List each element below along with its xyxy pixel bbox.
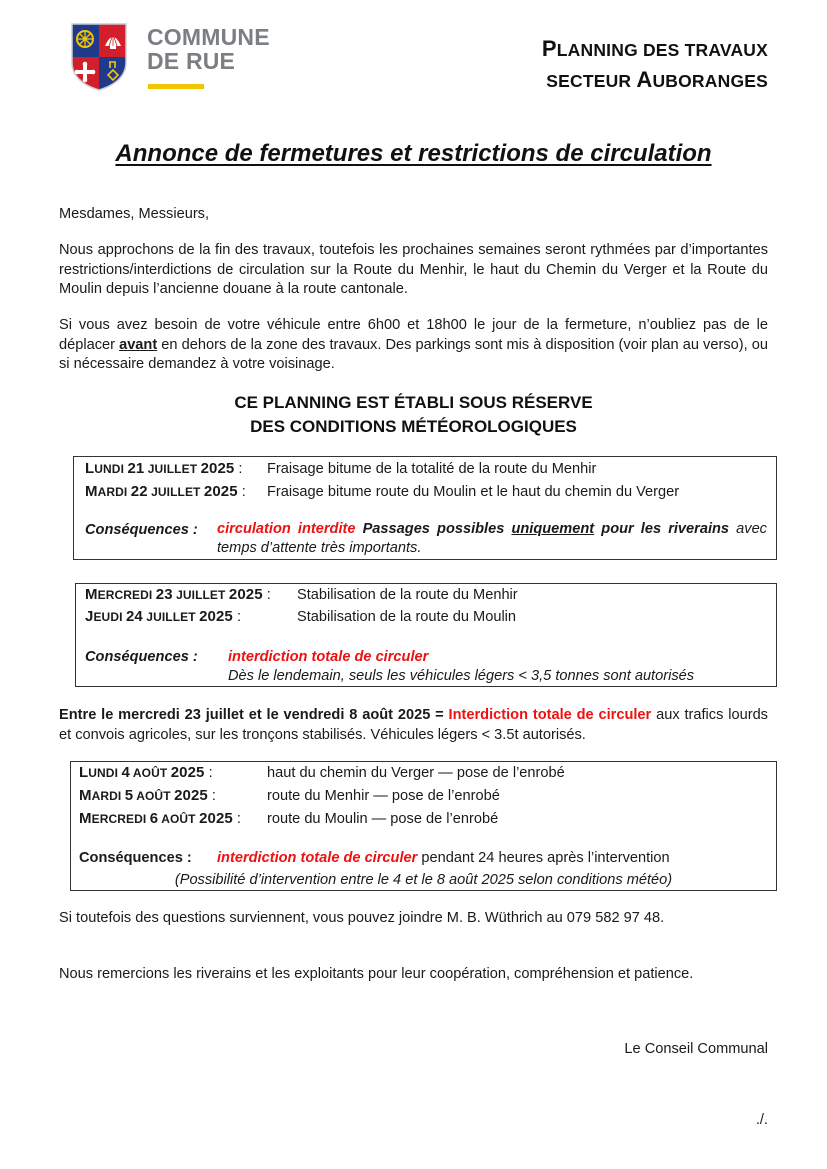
consequences-text: interdiction totale de circuler pendant 24 heures après l’intervention bbox=[217, 850, 670, 866]
logo-accent-bar bbox=[148, 84, 204, 89]
header-line-secteur: SECTEUR AUBORANGES bbox=[546, 67, 768, 92]
entry-description: route du Moulin — pose de l’enrobé bbox=[267, 811, 499, 827]
schedule-block-asphalt bbox=[70, 761, 777, 891]
entry-description: haut du chemin du Verger — pose de l’enrobé bbox=[267, 765, 565, 781]
consequences-label: Conséquences : bbox=[79, 850, 192, 866]
consequences-note: (Possibilité d’intervention entre le 4 et le 8 août 2025 selon conditions météo) bbox=[174, 872, 673, 888]
schedule-entry: MERCREDI 6 AOÛT 2025 : route du Moulin — pose de l’enrobé bbox=[79, 810, 499, 827]
entry-date: LUNDI 4 AOÛT 2025 bbox=[79, 764, 205, 781]
entry-date: MERCREDI 23 JUILLET 2025 bbox=[85, 586, 263, 603]
schedule-block-stabilisation bbox=[75, 583, 777, 687]
schedule-entry: LUNDI 21 JUILLET 2025 : Fraisage bitume de la totalité de la route du Menhir bbox=[85, 460, 597, 477]
entry-description: route du Menhir — pose de l’enrobé bbox=[267, 788, 500, 804]
schedule-entry: MERCREDI 23 JUILLET 2025 : Stabilisation de la route du Menhir bbox=[85, 586, 518, 603]
schedule-entry: JEUDI 24 JUILLET 2025 : Stabilisation de la route du Moulin bbox=[85, 608, 517, 625]
intro-paragraph: Nous approchons de la fin des travaux, toutefois les prochaines semaines seront rythmées par d’importantes restrictions/interdictions de circulation sur la Route du Menhir, le haut du Chemin du Verger et la Route du Moulin depuis l’ancienne douane à la route cantonale. bbox=[59, 242, 768, 297]
header-line-planning: PLANNING DES TRAVAUX bbox=[541, 36, 768, 61]
vehicle-paragraph: Si vous avez besoin de votre véhicule entre 6h00 et 18h00 le jour de la fermeture, n’oubliez pas de le déplacer avant en dehors de la zone des travaux. Des parkings sont mis à disposition (voir plan au verso), ou si nécessaire demandez à votre voisinage. bbox=[59, 317, 768, 372]
greeting: Mesdames, Messieurs, bbox=[59, 206, 210, 222]
entry-date: MERCREDI 6 AOÛT 2025 bbox=[79, 810, 233, 827]
schedule-block-milling bbox=[73, 456, 777, 560]
consequences-label: Conséquences : bbox=[85, 649, 198, 665]
logo-text-commune: COMMUNE bbox=[147, 24, 270, 50]
entry-description: Fraisage bitume de la totalité de la route du Menhir bbox=[267, 461, 597, 477]
entry-description: Fraisage bitume route du Moulin et le haut du chemin du Verger bbox=[267, 484, 680, 500]
weather-reserve-notice: CE PLANNING EST ÉTABLI SOUS RÉSERVE DES CONDITIONS MÉTÉOROLOGIQUES bbox=[234, 393, 593, 436]
thanks-paragraph: Nous remercions les riverains et les exploitants pour leur coopération, compréhension et patience. bbox=[59, 966, 694, 982]
entry-description: Stabilisation de la route du Menhir bbox=[297, 587, 518, 603]
schedule-entry: MARDI 22 JUILLET 2025 : Fraisage bitume route du Moulin et le haut du chemin du Verger bbox=[85, 483, 680, 500]
consequences-text: interdiction totale de circuler bbox=[228, 649, 429, 665]
entry-date: LUNDI 21 JUILLET 2025 bbox=[85, 460, 235, 477]
heavy-traffic-ban-paragraph: Entre le mercredi 23 juillet et le vendredi 8 août 2025 = Interdiction totale de circuler aux trafics lourds et convois agricoles, sur les tronçons stabilisés. Véhicules légers < 3.5t autorisés. bbox=[59, 707, 768, 743]
contact-paragraph: Si toutefois des questions surviennent, vous pouvez joindre M. B. Wüthrich au 079 582 97 48. bbox=[59, 910, 665, 926]
signature: Le Conseil Communal bbox=[624, 1041, 768, 1057]
schedule-entry: MARDI 5 AOÛT 2025 : route du Menhir — pose de l’enrobé bbox=[79, 787, 500, 804]
entry-description: Stabilisation de la route du Moulin bbox=[297, 609, 517, 625]
entry-date: MARDI 5 AOÛT 2025 bbox=[79, 787, 208, 804]
emphasis-avant: avant bbox=[119, 336, 158, 353]
entry-date: JEUDI 24 JUILLET 2025 bbox=[85, 608, 233, 625]
schedule-entry: LUNDI 4 AOÛT 2025 : haut du chemin du Verger — pose de l’enrobé bbox=[79, 764, 565, 781]
page-title: Annonce de fermetures et restrictions de circulation bbox=[115, 140, 712, 167]
document-header-title bbox=[542, 34, 768, 96]
coat-of-arms-icon bbox=[70, 22, 128, 92]
page-continuation-mark: ./. bbox=[755, 1112, 768, 1128]
consequences-text: circulation interdite Passages possibles uniquement pour les riverains avec temps d’attente très importants. bbox=[217, 521, 767, 556]
commune-logo bbox=[70, 22, 285, 94]
entry-date: MARDI 22 JUILLET 2025 bbox=[85, 483, 238, 500]
logo-text-de-rue: DE RUE bbox=[147, 48, 236, 74]
consequences-note: Dès le lendemain, seuls les véhicules légers < 3,5 tonnes sont autorisés bbox=[228, 668, 695, 684]
consequences-label: Conséquences : bbox=[85, 522, 198, 538]
